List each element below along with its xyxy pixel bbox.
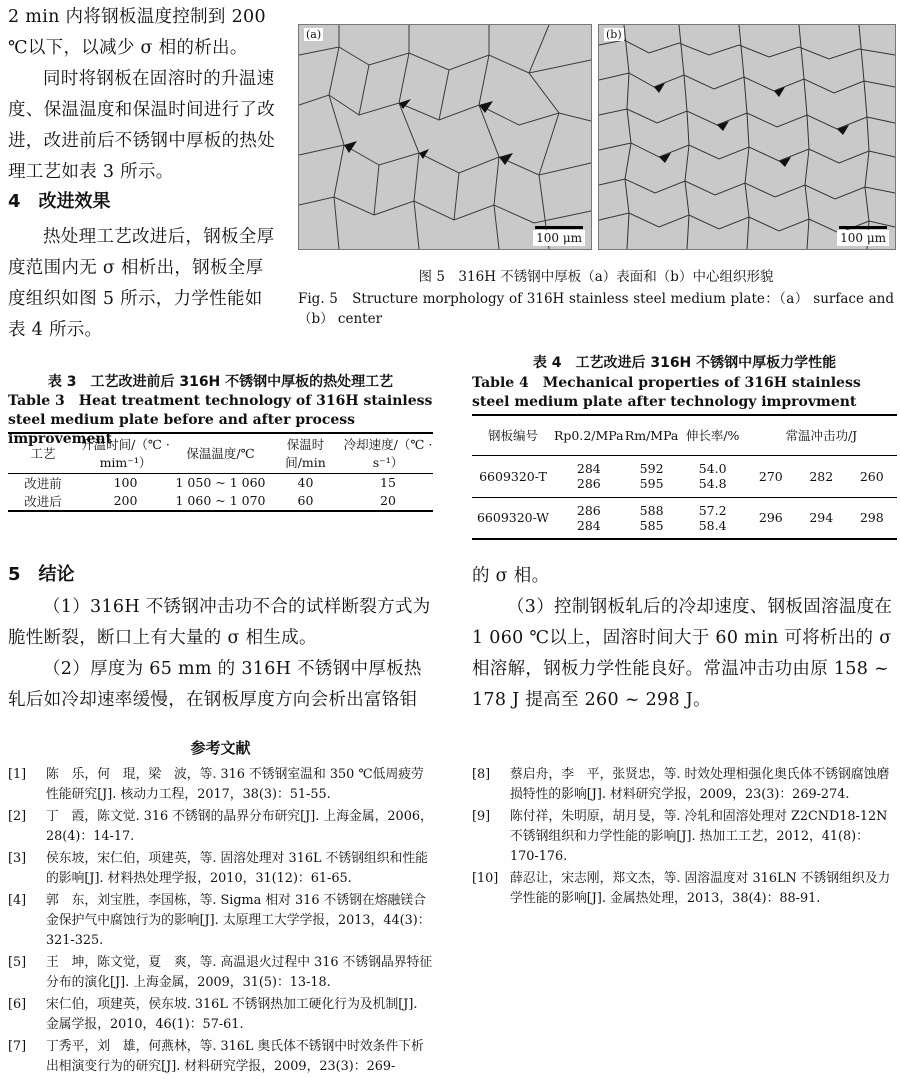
table3-caption-en: Table 3 Heat treatment technology of 316H stainless steel medium plate before and after process improvement	[8, 393, 433, 447]
ref-text: 侯东坡，宋仁伯，项建英，等. 固溶处理对 316L 不锈钢组织和性能的影响[J]. 材料热处理学报，2010，31(12)：61-65.	[46, 851, 428, 886]
t3-cell: 15	[380, 475, 396, 490]
table-row	[8, 473, 433, 492]
t3-header-heating: 升温时间/（℃ · mim⁻¹）	[81, 437, 170, 471]
t3-cell: 改进后	[24, 493, 62, 509]
ref-num: [10]	[472, 871, 499, 886]
ref-num: [8]	[472, 767, 491, 782]
t3-header-holding-temp: 保温温度/℃	[186, 446, 255, 462]
t4-value: 54.8	[698, 476, 727, 491]
ref-text: 蔡启舟，李 平，张贤忠，等. 时效处理相强化奥氏体不锈钢腐蚀磨损特性的影响[J]. 材料研究学报，2009，23(3)：269-274.	[510, 767, 890, 802]
ref-text: 陈付祥，朱明原，胡月旻，等. 冷轧和固溶处理对 Z2CND18-12N 不锈钢组织和力学性能的影响[J]. 热加工工艺，2012，41(8)：170-176.	[510, 809, 888, 864]
t4-value: 595	[639, 476, 664, 491]
conclusion-2: （2）厚度为 65 mm 的 316H 不锈钢中厚板热轧后如冷却速率缓慢，在钢板厚度方向会析出富铬钼	[8, 659, 422, 710]
ref-text: 宋仁伯，项建英，侯东坡. 316L 不锈钢热加工硬化行为及机制[J]. 金属学报，2010，46(1)：57-61.	[46, 997, 418, 1032]
t4-cell-impact: 282	[809, 468, 834, 484]
section4-text	[8, 222, 278, 346]
references-title: 参考文献	[190, 739, 251, 757]
scale-bar-b	[839, 226, 887, 229]
references-left	[8, 765, 433, 1079]
section4-paragraph: 热处理工艺改进后，钢板全厚度范围内无 σ 相析出，钢板全厚度组织如图 5 所示，力学性能如表 4 所示。	[8, 227, 275, 340]
section5-left	[8, 592, 433, 716]
scale-label-b: 100 μm	[837, 230, 889, 246]
t4-value: 284	[576, 461, 601, 476]
ref-num: [7]	[8, 1039, 27, 1054]
conclusion-1: （1）316H 不锈钢冲击功不合的试样断裂方式为脆性断裂，断口上有大量的 σ 相生成。	[8, 597, 431, 648]
t4-cell-impact: 294	[809, 510, 834, 526]
t4-header-rp: Rp0.2/MPa	[554, 427, 624, 443]
t4-cell-impact: 270	[758, 468, 783, 484]
t4-cell-rp	[554, 497, 624, 539]
reference-item	[8, 953, 433, 993]
t4-value: 57.2	[698, 502, 727, 518]
t4-value: 286	[576, 476, 601, 491]
scale-bar-a	[535, 226, 583, 229]
ref-num: [6]	[8, 997, 27, 1012]
t3-cell: 1 060 ~ 1 070	[175, 493, 266, 508]
ref-num: [2]	[8, 809, 27, 824]
table3-caption-cn: 表 3 工艺改进前后 316H 不锈钢中厚板的热处理工艺	[47, 374, 394, 390]
t4-header-impact: 常温冲击功/J	[785, 428, 858, 444]
table4-caption-cn: 表 4 工艺改进后 316H 不锈钢中厚板力学性能	[532, 355, 837, 371]
t4-cell-rm	[624, 497, 680, 539]
t4-value: 58.4	[698, 517, 727, 533]
intro-text	[8, 2, 278, 188]
section5-right	[472, 561, 897, 716]
t3-header-cooling: 冷却速度/（℃ · s⁻¹）	[343, 437, 433, 471]
t4-cell-impact: 298	[859, 510, 884, 526]
paragraph-process: 同时将钢板在固溶时的升温速度、保温温度和保温时间进行了改进，改进前后不锈钢中厚板的热处理工艺如表 3 所示。	[8, 69, 275, 182]
reference-item	[8, 995, 433, 1035]
t4-header-rm: Rm/MPa	[624, 427, 679, 443]
ref-num: [5]	[8, 955, 27, 970]
reference-item	[472, 765, 897, 805]
table3	[8, 432, 433, 512]
section5-heading: 5 结论	[8, 564, 75, 585]
t4-cell-el	[680, 455, 746, 497]
t4-value: 585	[639, 517, 664, 533]
t3-cell: 改进前	[24, 475, 62, 491]
t4-value: 286	[576, 502, 601, 518]
t4-cell-impact: 296	[758, 510, 783, 526]
reference-item	[8, 807, 433, 847]
t3-cell: 100	[113, 475, 138, 490]
t3-cell: 40	[297, 475, 314, 490]
t3-cell: 20	[380, 493, 396, 508]
t4-cell-rp	[554, 455, 624, 497]
ref-text: 薛忍让，宋志刚，郑文杰，等. 固溶温度对 316LN 不锈钢组织及力学性能的影响[J]. 金属热处理，2013，38(4)：88-91.	[510, 871, 891, 906]
reference-item	[8, 891, 433, 951]
ref-num: [9]	[472, 809, 491, 824]
t4-cell-id: 6609320-W	[476, 510, 550, 526]
panel-b-label: (b)	[606, 28, 622, 41]
t4-cell-el	[680, 497, 746, 539]
figure5-caption-cn: 图 5 316H 不锈钢中厚板（a）表面和（b）中心组织形貌	[418, 269, 774, 285]
figure5-caption-en: Fig. 5 Structure morphology of 316H stainless steel medium plate：（a） surface and （b） center	[298, 291, 894, 327]
reference-item	[8, 849, 433, 889]
ref-num: [4]	[8, 893, 27, 908]
t4-value: 54.0	[698, 461, 727, 476]
ref-num: [1]	[8, 767, 27, 782]
ref-text: 丁 霞，陈文觉. 316 不锈钢的晶界分布研究[J]. 上海金属，2006，28(4)：14-17.	[46, 809, 433, 844]
panel-a-label: (a)	[306, 28, 322, 41]
micrograph-a	[298, 24, 592, 250]
ref-text: 陈 乐，何 琨，梁 波，等. 316 不锈钢室温和 350 ℃低周疲劳性能研究[J]. 核动力工程，2017，38(3)：51-55.	[46, 767, 424, 802]
t3-cell: 1 050 ~ 1 060	[175, 475, 266, 490]
ref-num: [3]	[8, 851, 27, 866]
conclusion-2-cont: 的 σ 相。	[472, 566, 550, 586]
t4-value: 592	[639, 461, 664, 476]
reference-item	[8, 1037, 433, 1077]
section4-heading: 4 改进效果	[8, 191, 111, 212]
table-row	[472, 455, 897, 497]
reference-item	[472, 807, 897, 867]
reference-item	[472, 869, 897, 909]
conclusion-3: （3）控制钢板轧后的冷却速度、钢板固溶温度在1 060 ℃以上，固溶时间大于 60 min 可将析出的 σ 相溶解，钢板力学性能良好。常温冲击功由原 158 ~ 178 J 提高至 260 ~ 298 J。	[472, 597, 893, 710]
paragraph-cooling: 2 min 内将钢板温度控制到 200 ℃以下，以减少 σ 相的析出。	[8, 7, 266, 58]
t4-cell-impact: 260	[859, 468, 884, 484]
table4	[472, 414, 897, 540]
micrograph-a-grains	[299, 25, 591, 249]
t4-value: 284	[576, 517, 601, 533]
t4-header-id: 钢板编号	[487, 428, 538, 444]
t4-cell-id: 6609320-T	[479, 468, 547, 484]
t3-cell: 200	[113, 493, 138, 508]
t3-header-process: 工艺	[30, 446, 56, 462]
table4-caption-en: Table 4 Mechanical properties of 316H stainless steel medium plate after technology improvment	[472, 375, 861, 410]
t4-cell-rm	[624, 455, 680, 497]
t3-header-holding-time: 保温时间/min	[285, 437, 326, 471]
micrograph-b-grains	[599, 25, 895, 249]
scale-label-a: 100 μm	[533, 230, 585, 246]
t3-cell: 60	[297, 493, 314, 508]
table-row	[472, 497, 897, 539]
reference-item	[8, 765, 433, 805]
micrograph-b	[598, 24, 896, 250]
t4-header-elongation: 伸长率/%	[685, 428, 740, 444]
ref-text: 王 坤，陈文觉，夏 爽，等. 高温退火过程中 316 不锈钢晶界特征分布的演化[J]. 上海金属，2009，31(5)：13-18.	[46, 955, 433, 990]
table-row	[8, 492, 433, 511]
ref-text: 丁秀平，刘 雄，何燕林，等. 316L 奥氏体不锈钢中时效条件下析出相演变行为的研究[J]. 材料研究学报，2009，23(3)：269-	[46, 1039, 424, 1074]
ref-text: 郭 东，刘宝胜，李国栋，等. Sigma 相对 316 不锈钢在熔融镁合金保护气中腐蚀行为的影响[J]. 太原理工大学学报，2013，44(3)：321-325.	[46, 893, 431, 948]
references-right	[472, 765, 897, 911]
t4-value: 588	[639, 502, 664, 518]
